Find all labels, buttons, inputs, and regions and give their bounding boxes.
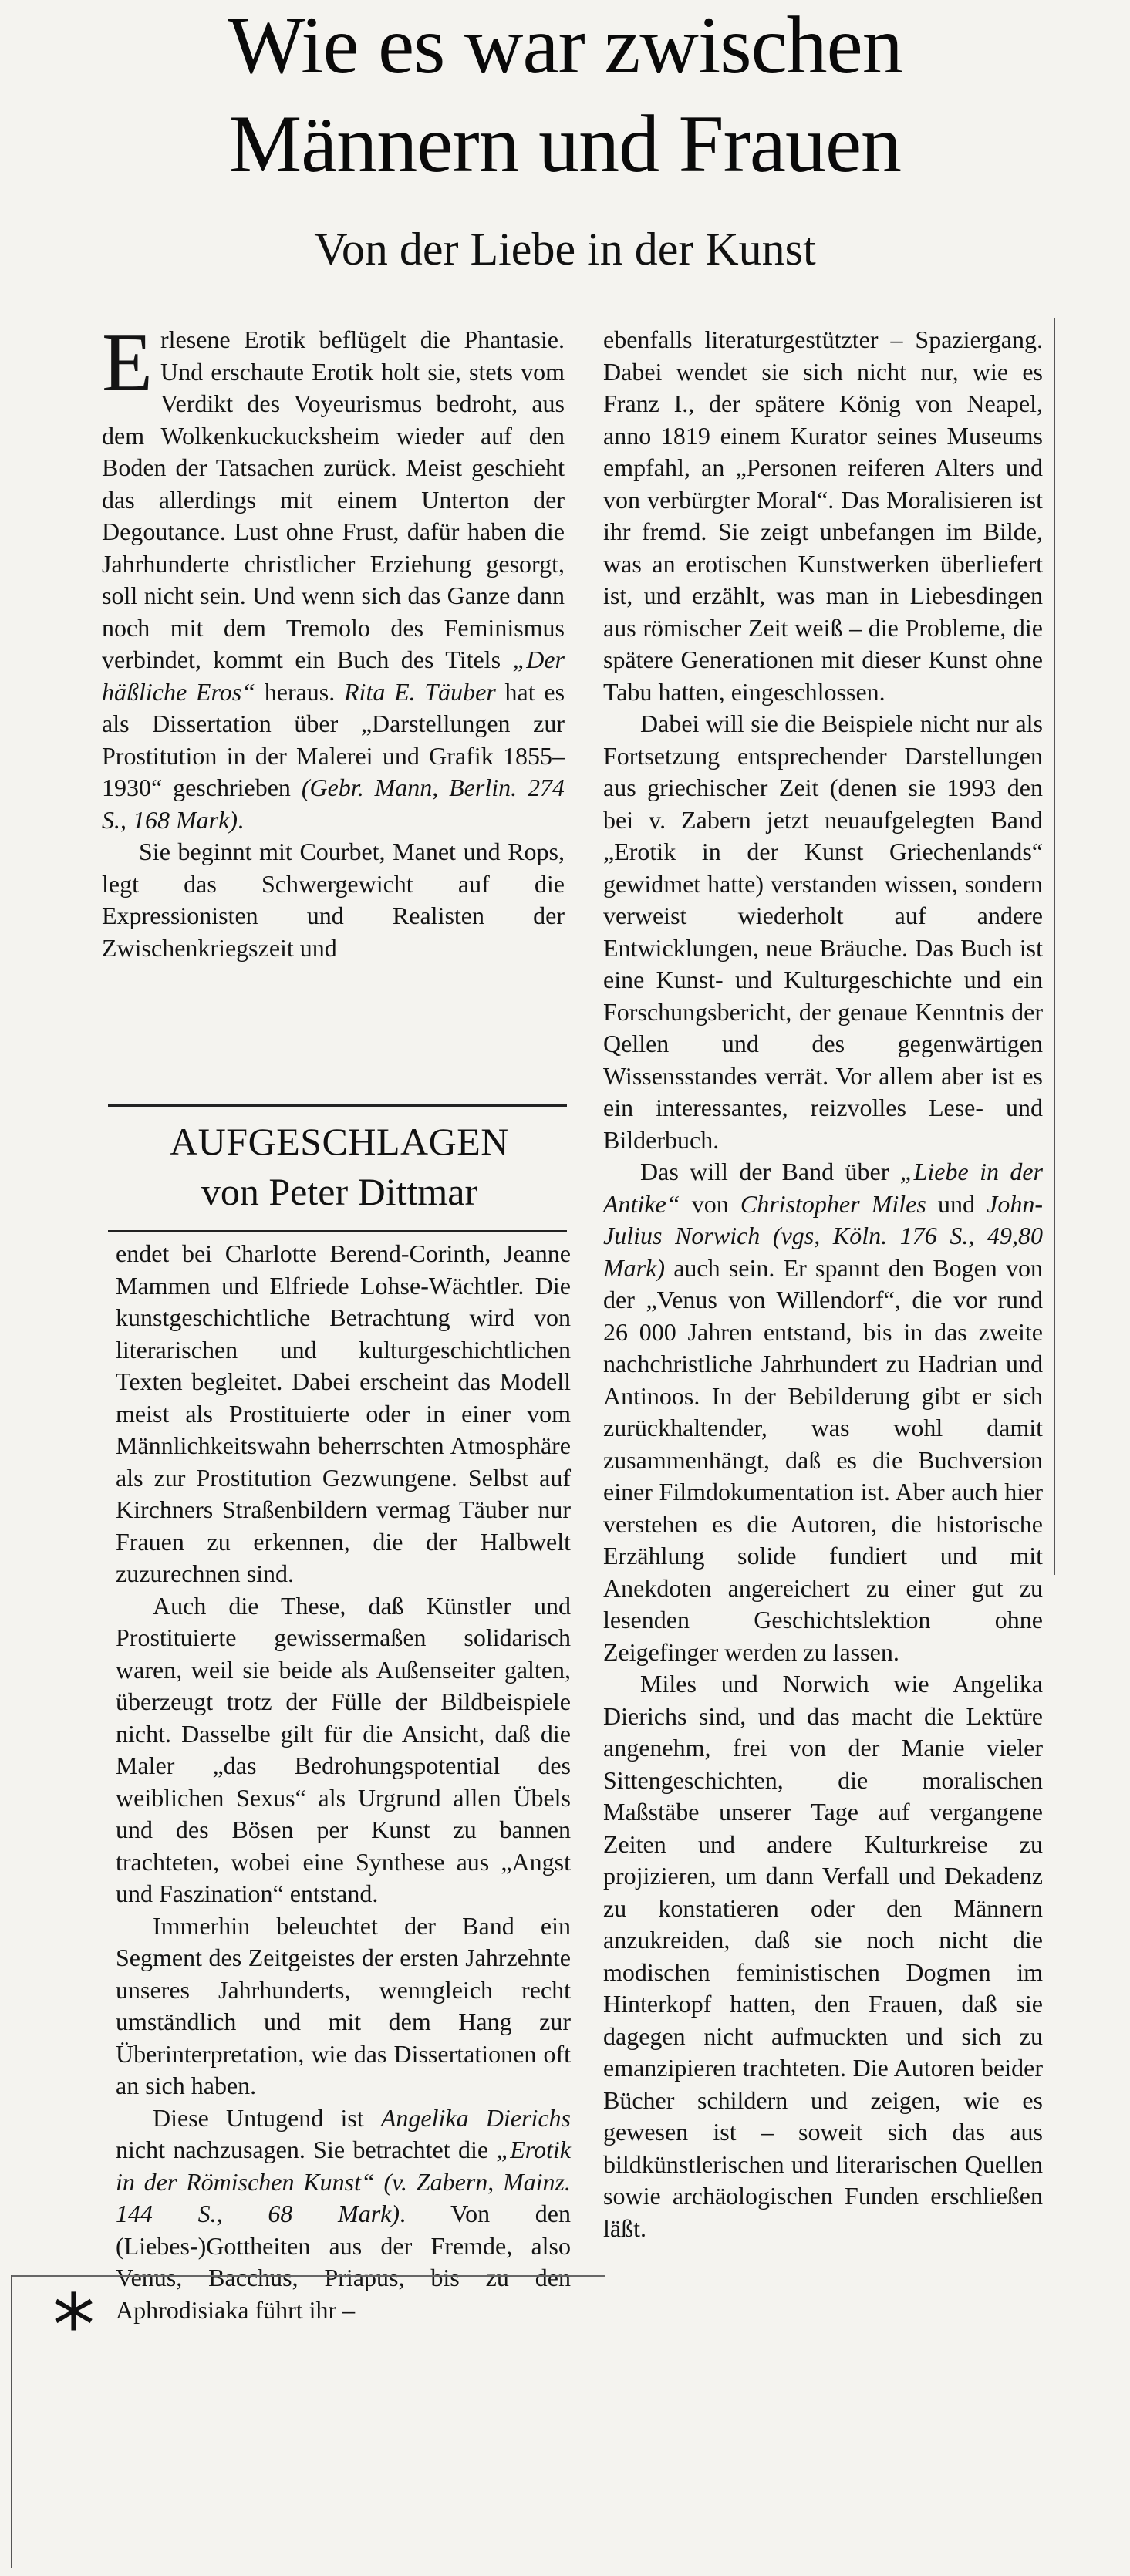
- column-box-title: AUFGESCHLAGEN: [170, 1120, 509, 1163]
- author-name: Christopher Miles: [740, 1189, 926, 1218]
- paragraph: Sie beginnt mit Courbet, Manet und Rops, legt das Schwergewicht auf die Expressionisten und Realisten der Zwischenkriegszeit und: [102, 838, 565, 962]
- publication-info: (Gebr. Mann, Berlin. 274 S., 168 Mark): [102, 774, 565, 834]
- text-run: Das will der Band über: [640, 1158, 900, 1185]
- subtitle: Von der Liebe in der Kunst: [314, 224, 816, 275]
- publication-info: John-Julius Norwich (vgs, Köln. 176 S., 49,80 Mark): [603, 1189, 1044, 1282]
- author-name: Angelika Dierichs: [380, 2103, 572, 2132]
- paragraph: Dabei will sie die Beispiele nicht nur als Fortsetzung entsprechender Darstellungen aus griechischer Zeit (denen sie 1993 den bei v. Zabern jetzt neuaufgelegten Band „Erotik in der Kunst Griechenlands“ gewidmet hatte) verstanden wissen, sondern verweist wiederholt auf andere Entwicklungen, neue Bräuche. Das Buch ist eine Kunst- und Kulturgeschichte und ein Forschungsbericht, der genaue Kenntnis der Qellen und des gegenwärtigen Wissensstandes verrät. Vor allem aber ist es ein interessantes, reizvolles Lese- und Bilderbuch.: [603, 710, 1043, 1154]
- paragraph: Immerhin beleuchtet der Band ein Segment des Zeitgeistes der ersten Jahrzehnte unseres Jahrhunderts, wenngleich recht umständlich und mit dem Hang zur Überinterpretation, wie das Dissertationen oft an sich haben.: [116, 1911, 571, 2099]
- column-1-bottom: [116, 1238, 571, 2326]
- clip-border-right-top: [1054, 318, 1055, 1575]
- text-run: nicht nachzusagen. Sie betrachtet die: [116, 2136, 497, 2163]
- paragraph: [116, 2102, 571, 2327]
- author-name: Rita E. Täuber: [344, 677, 496, 706]
- paragraph: [603, 1156, 1043, 1668]
- box-bottom-rule: [108, 1230, 567, 1232]
- text-run: auch sein. Er spannt den Bogen von der „Venus von Willendorf“, die vor rund 26 000 Jahren entstand, bis in das zweite nachchristliche Jahrhundert zu Hadrian und Antinoos. In der Bebilderung gibt er sich zurückhaltender, was wohl damit zusammenhängt, daß es die Buchversion einer Filmdokumentation ist. Aber auch hier verstehen es die Autoren, die historische Erzählung solide fundiert und mit Anekdoten angereichert zu einer gut zu lesenden Geschichtslektion ohne Zeigefinger werden zu lassen.: [603, 1253, 1043, 1666]
- text-run: hat es als Dissertation über „Darstellungen zur Prostitution in der Malerei und Grafik 1855–1930“ geschrieben: [102, 677, 565, 801]
- text-run: und: [926, 1189, 987, 1218]
- paragraph: Miles und Norwich wie Angelika Dierichs sind, und das macht die Lektüre angenehm, frei von der Manie vieler Sittengeschichten, die moralischen Maßstäbe unserer Tage auf vergangene Zeiten und andere Kulturkreise zu projizieren, um dann Verfall und Dekadenz zu konstatieren oder den Männern anzukreiden, daß sie noch nicht die modischen feministischen Dogmen im Hinterkopf hatten, den Frauen, daß sie dagegen nicht aufmuckten und sich zu emanzipieren trachteten. Die Autoren beider Bücher schildern und zeigen, wie es gewesen ist – soweit sich das aus bildkünstlerischen und literarischen Quellen sowie archäologischen Funden erschließen läßt.: [603, 1670, 1043, 2242]
- column-2: [603, 324, 1043, 2244]
- headline-line-1: Wie es war zwischen: [228, 0, 902, 90]
- handwritten-asterisk-mark: *: [52, 2276, 95, 2375]
- clip-border-mid: [11, 2275, 605, 2277]
- text-run: rlesene Erotik beflügelt die Phantasie. Und erschaute Erotik holt sie, stets vom Verdikt des Voyeurismus bedroht, aus dem Wolkenkuckucksheim wieder auf den Boden der Tatsachen zurück. Meist geschieht das allerdings mit einem Unterton der Degoutance. Lust ohne Frust, dafür haben die Jahrhunderte christlicher Erziehung gesorgt, soll nicht sein. Und wenn sich das Ganze dann noch mit dem Tremolo des Feminismus verbindet, kommt ein Buch des Titels: [102, 325, 565, 673]
- text-run: . Von den (Liebes-)Gottheiten aus der Fremde, also Venus, Bacchus, Priapus, bis zu den Aphrodisiaka führt ihr –: [116, 2200, 572, 2324]
- book-title: „Liebe in der Antike“: [603, 1158, 1044, 1218]
- paragraph: Auch die These, daß Künstler und Prostituierte gewissermaßen solidarisch waren, weil sie beide als Außenseiter galten, überzeugt trotz der Fülle der Bildbeispiele nicht. Dasselbe gilt für die Ansicht, daß die Maler „das Bedrohungspotential des weiblichen Sexus“ als Urgrund allen Übels und des Bösen per Kunst zu bannen trachteten, wobei eine Synthese aus „Angst und Faszination“ entstand.: [116, 1591, 571, 1907]
- text-run: heraus.: [255, 677, 344, 706]
- text-run: .: [237, 805, 244, 834]
- book-title: „Der häßliche Eros“: [102, 646, 565, 706]
- box-top-rule: [108, 1104, 567, 1107]
- column-1-top: [102, 317, 565, 964]
- paragraph: endet bei Charlotte Berend-Corinth, Jeanne Mammen und Elfriede Lohse-Wächtler. Die kunstgeschichtliche Betrachtung wird von literarischen und kulturgeschichtlichen Texten begleitet. Dabei erscheint das Modell meist als Prostituierte oder in einer vom Männlichkeitswahn beherrschten Atmosphäre als zur Prostitution Gezwungene. Selbst auf Kirchners Straßenbildern vermag Täuber nur Frauen zu erkennen, die der Halbwelt zuzurechnen sind.: [116, 1239, 571, 1587]
- book-title: „Erotik in der Römischen Kunst“ (v. Zabern, Mainz. 144 S., 68 Mark): [116, 2136, 571, 2227]
- text-run: von: [680, 1189, 740, 1218]
- text-run: Diese Untugend ist: [153, 2103, 381, 2132]
- paragraph: [102, 317, 565, 836]
- clip-border-left-bottom: [11, 2275, 12, 2568]
- column-box-byline: von Peter Dittmar: [201, 1170, 478, 1213]
- headline-line-2: Männern und Frauen: [229, 99, 901, 189]
- paragraph: ebenfalls literaturgestützter – Spaziergang. Dabei wendet sie sich nicht nur, wie es Franz I., der spätere König von Neapel, anno 1819 einem Kurator seines Museums empfahl, an „Personen reiferen Alters und von verbürgter Moral“. Das Moralisieren ist ihr fremd. Sie zeigt unbefangen im Bilde, was an erotischen Kunstwerken überliefert ist, und erzählt, was man in Liebesdingen aus römischer Zeit weiß – die Probleme, die spätere Generationen mit dieser Kunst ohne Tabu hatten, eingeschlossen.: [603, 325, 1043, 706]
- drop-cap: E: [102, 317, 153, 409]
